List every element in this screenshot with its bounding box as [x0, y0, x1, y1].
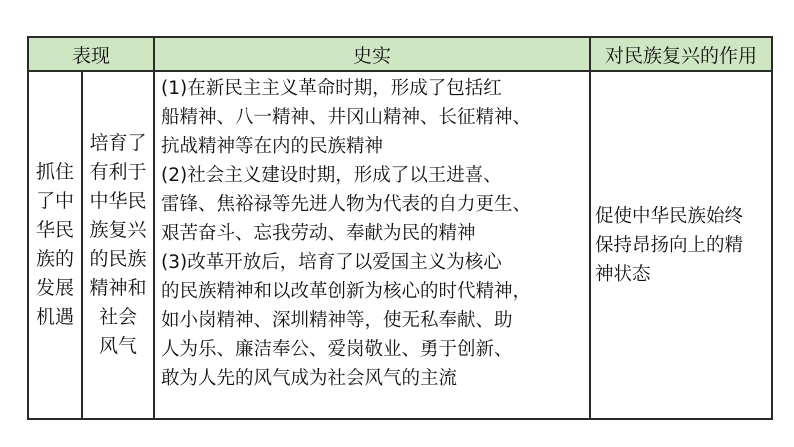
performance-main-line: 机遇: [35, 306, 74, 328]
fact-line: (2)社会主义建设时期，形成了以王进喜、: [161, 165, 502, 186]
fact-line: 艰苦奋斗、忘我劳动、奉献为民的精神: [161, 223, 476, 244]
fact-line: 人为乐、廉洁奉公、爱岗敬业、勇于创新、: [161, 339, 513, 360]
performance-sub-line: 有利于: [89, 161, 147, 183]
fact-line: (1)在新民主主义革命时期，形成了包括红: [161, 78, 502, 99]
performance-main-line: 抓住: [35, 161, 74, 183]
fact-line: 雷锋、焦裕禄等先进人物为代表的自力更生、: [161, 194, 532, 215]
performance-sub-line: 的民族: [89, 248, 147, 270]
fact-line: 敢为人先的风气成为社会风气的主流: [161, 368, 458, 389]
performance-sub-line: 培育了: [89, 132, 147, 154]
performance-main-cell: [28, 71, 82, 419]
performance-sub-line: 中华民: [89, 190, 147, 212]
performance-sub-line: 风气: [99, 335, 138, 357]
performance-sub-line: 族复兴: [89, 219, 147, 241]
role-line: 促使中华民族始终: [595, 205, 744, 227]
performance-sub-cell: [82, 71, 154, 419]
header-role: 对民族复兴的作用: [590, 37, 772, 71]
fact-line: 的民族精神和以改革创新为核心的时代精神，: [161, 281, 532, 302]
performance-main-line: 族的: [35, 248, 74, 270]
role-line: 保持昂扬向上的精: [595, 234, 744, 256]
performance-main-line: 了中: [35, 190, 74, 212]
fact-line: 抗战精神等在内的民族精神: [161, 136, 384, 157]
fact-line: 如小岗精神、深圳精神等，使无私奉献、助: [161, 310, 513, 331]
performance-sub-line: 社会: [99, 306, 138, 328]
header-performance: 表现: [28, 37, 154, 71]
facts-cell: [154, 71, 590, 419]
performance-main-line: 华民: [35, 219, 74, 241]
fact-line: (3)改革开放后，培育了以爱国主义为核心: [161, 252, 502, 273]
role-cell: [590, 71, 772, 419]
performance-main-line: 发展: [35, 277, 74, 299]
header-facts: 史实: [154, 37, 590, 71]
role-line: 神状态: [595, 263, 651, 285]
content-row: [28, 71, 772, 419]
fact-line: 船精神、八一精神、井冈山精神、长征精神、: [161, 107, 532, 128]
performance-sub-line: 精神和: [89, 277, 147, 299]
history-table: [27, 36, 773, 420]
header-row: [28, 37, 772, 71]
